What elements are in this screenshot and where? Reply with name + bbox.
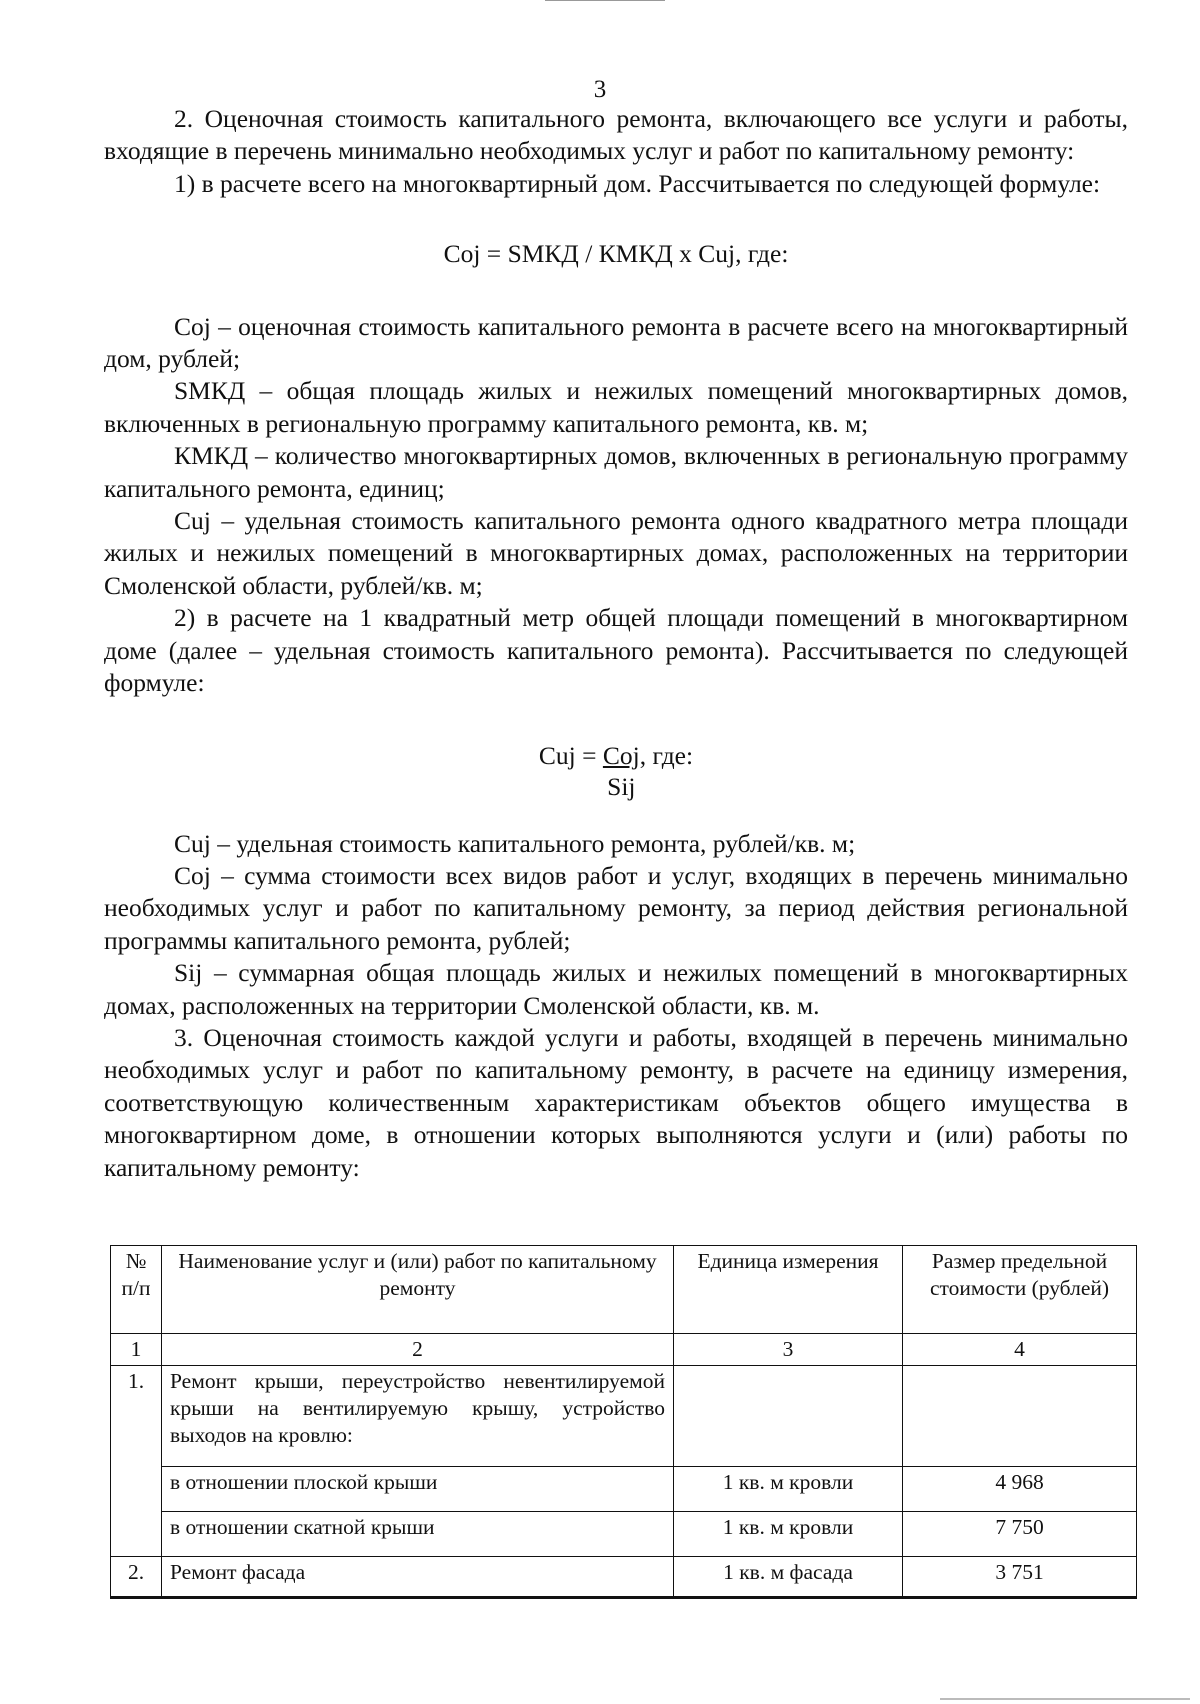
column-number: 4 — [903, 1334, 1137, 1366]
paragraph-2-1: 1) в расчете всего на многоквартирный дом. Рассчитывается по следующей формуле: — [174, 168, 1101, 198]
column-number: 1 — [111, 1334, 162, 1366]
formula-cuj-suffix: , где: — [639, 740, 694, 770]
row-unit: 1 кв. м фасада — [674, 1557, 903, 1598]
table-subrow — [111, 1467, 1137, 1512]
header-unit: Единица измерения — [674, 1246, 903, 1334]
definition-kmkd: КМКД – количество многоквартирных домов, включенных в региональную программу капитального ремонта, единиц; — [104, 441, 1128, 503]
row-cost — [903, 1366, 1137, 1467]
header-num: № п/п — [111, 1246, 162, 1334]
definition-coj-2: Coj – сумма стоимости всех видов работ и услуг, входящих в перечень минимально необходимых услуг и работ по капитальному ремонту, за период действия региональной программы капитального ремонта, рублей; — [104, 860, 1128, 955]
formula-cuj-fraction — [603, 740, 640, 802]
column-number-row — [111, 1334, 1137, 1366]
header-cost: Размер предельной стоимости (рублей) — [903, 1246, 1137, 1334]
subrow-service-name: в отношении скатной крыши — [162, 1512, 674, 1557]
table-header-row — [111, 1246, 1137, 1334]
header-name: Наименование услуг и (или) работ по капитальному ремонту — [162, 1246, 674, 1334]
row-number: 2. — [111, 1557, 162, 1598]
row-cost: 3 751 — [903, 1557, 1137, 1598]
paragraph-3: 3. Оценочная стоимость каждой услуги и работы, входящей в перечень минимально необходимых услуг и работ по капитальному ремонту, в расчете на единицу измерения, соответствующую количественным характеристикам объектов общего имущества в многоквартирном доме, в отношении которых выполняются услуги и (или) работы по капитальному ремонту: — [104, 1022, 1128, 1182]
formula-cuj-lhs: Cuj = — [538, 740, 603, 770]
document-body — [104, 103, 1128, 1184]
column-number: 2 — [162, 1334, 674, 1366]
definition-coj: Coj – оценочная стоимость капитального ремонта в расчете всего на многоквартирный дом, рублей; — [104, 311, 1128, 374]
subrow-cost: 7 750 — [903, 1512, 1137, 1557]
table-row — [111, 1366, 1137, 1467]
formula-cuj-denominator: Sij — [607, 771, 636, 801]
subrow-cost: 4 968 — [903, 1467, 1137, 1512]
cost-table — [110, 1245, 1137, 1599]
subrow-unit: 1 кв. м кровли — [674, 1467, 903, 1512]
formula-cuj — [104, 740, 1128, 802]
paragraph-2-intro: 2. Оценочная стоимость капитального ремонта, включающего все услуги и работы, входящие в перечень минимально необходимых услуг и работ по капитальному ремонту: — [104, 104, 1128, 166]
row-unit — [674, 1366, 903, 1467]
definition-sij: Sij – суммарная общая площадь жилых и нежилых помещений в многоквартирных домах, расположенных на территории Смоленской области, кв. м. — [104, 958, 1128, 1020]
subrow-unit: 1 кв. м кровли — [674, 1512, 903, 1557]
table-subrow — [111, 1512, 1137, 1557]
paragraph-2-2: 2) в расчете на 1 квадратный метр общей площади помещений в многоквартирном доме (далее – удельная стоимость капитального ремонта). Рассчитывается по следующей формуле: — [104, 603, 1128, 698]
definition-smkd: SМКД – общая площадь жилых и нежилых помещений многоквартирных домов, включенных в региональную программу капитального ремонта, кв. м; — [104, 376, 1128, 438]
formula-coj: Coj = SМКД / КМКД х Cuj, где: — [443, 239, 789, 269]
row-service-name: Ремонт фасада — [162, 1557, 674, 1598]
subrow-service-name: в отношении плоской крыши — [162, 1467, 674, 1512]
page-number: 3 — [593, 76, 607, 103]
definition-cuj: Cuj – удельная стоимость капитального ремонта одного квадратного метра площади жилых и нежилых помещений в многоквартирных домах, расположенных на территории Смоленской области, рублей/кв. м; — [104, 506, 1128, 600]
definition-cuj-2: Cuj – удельная стоимость капитального ремонта, рублей/кв. м; — [174, 828, 856, 858]
column-number: 3 — [674, 1334, 903, 1366]
row-service-name: Ремонт крыши, переустройство невентилируемой крыши на вентилируемую крышу, устройство выходов на кровлю: — [162, 1366, 674, 1467]
table-row — [111, 1557, 1137, 1598]
row-number: 1. — [111, 1366, 162, 1557]
scan-edge-top — [545, 0, 665, 1]
scan-edge-bottom — [940, 1698, 1190, 1700]
formula-cuj-numerator: Coj — [602, 740, 640, 770]
